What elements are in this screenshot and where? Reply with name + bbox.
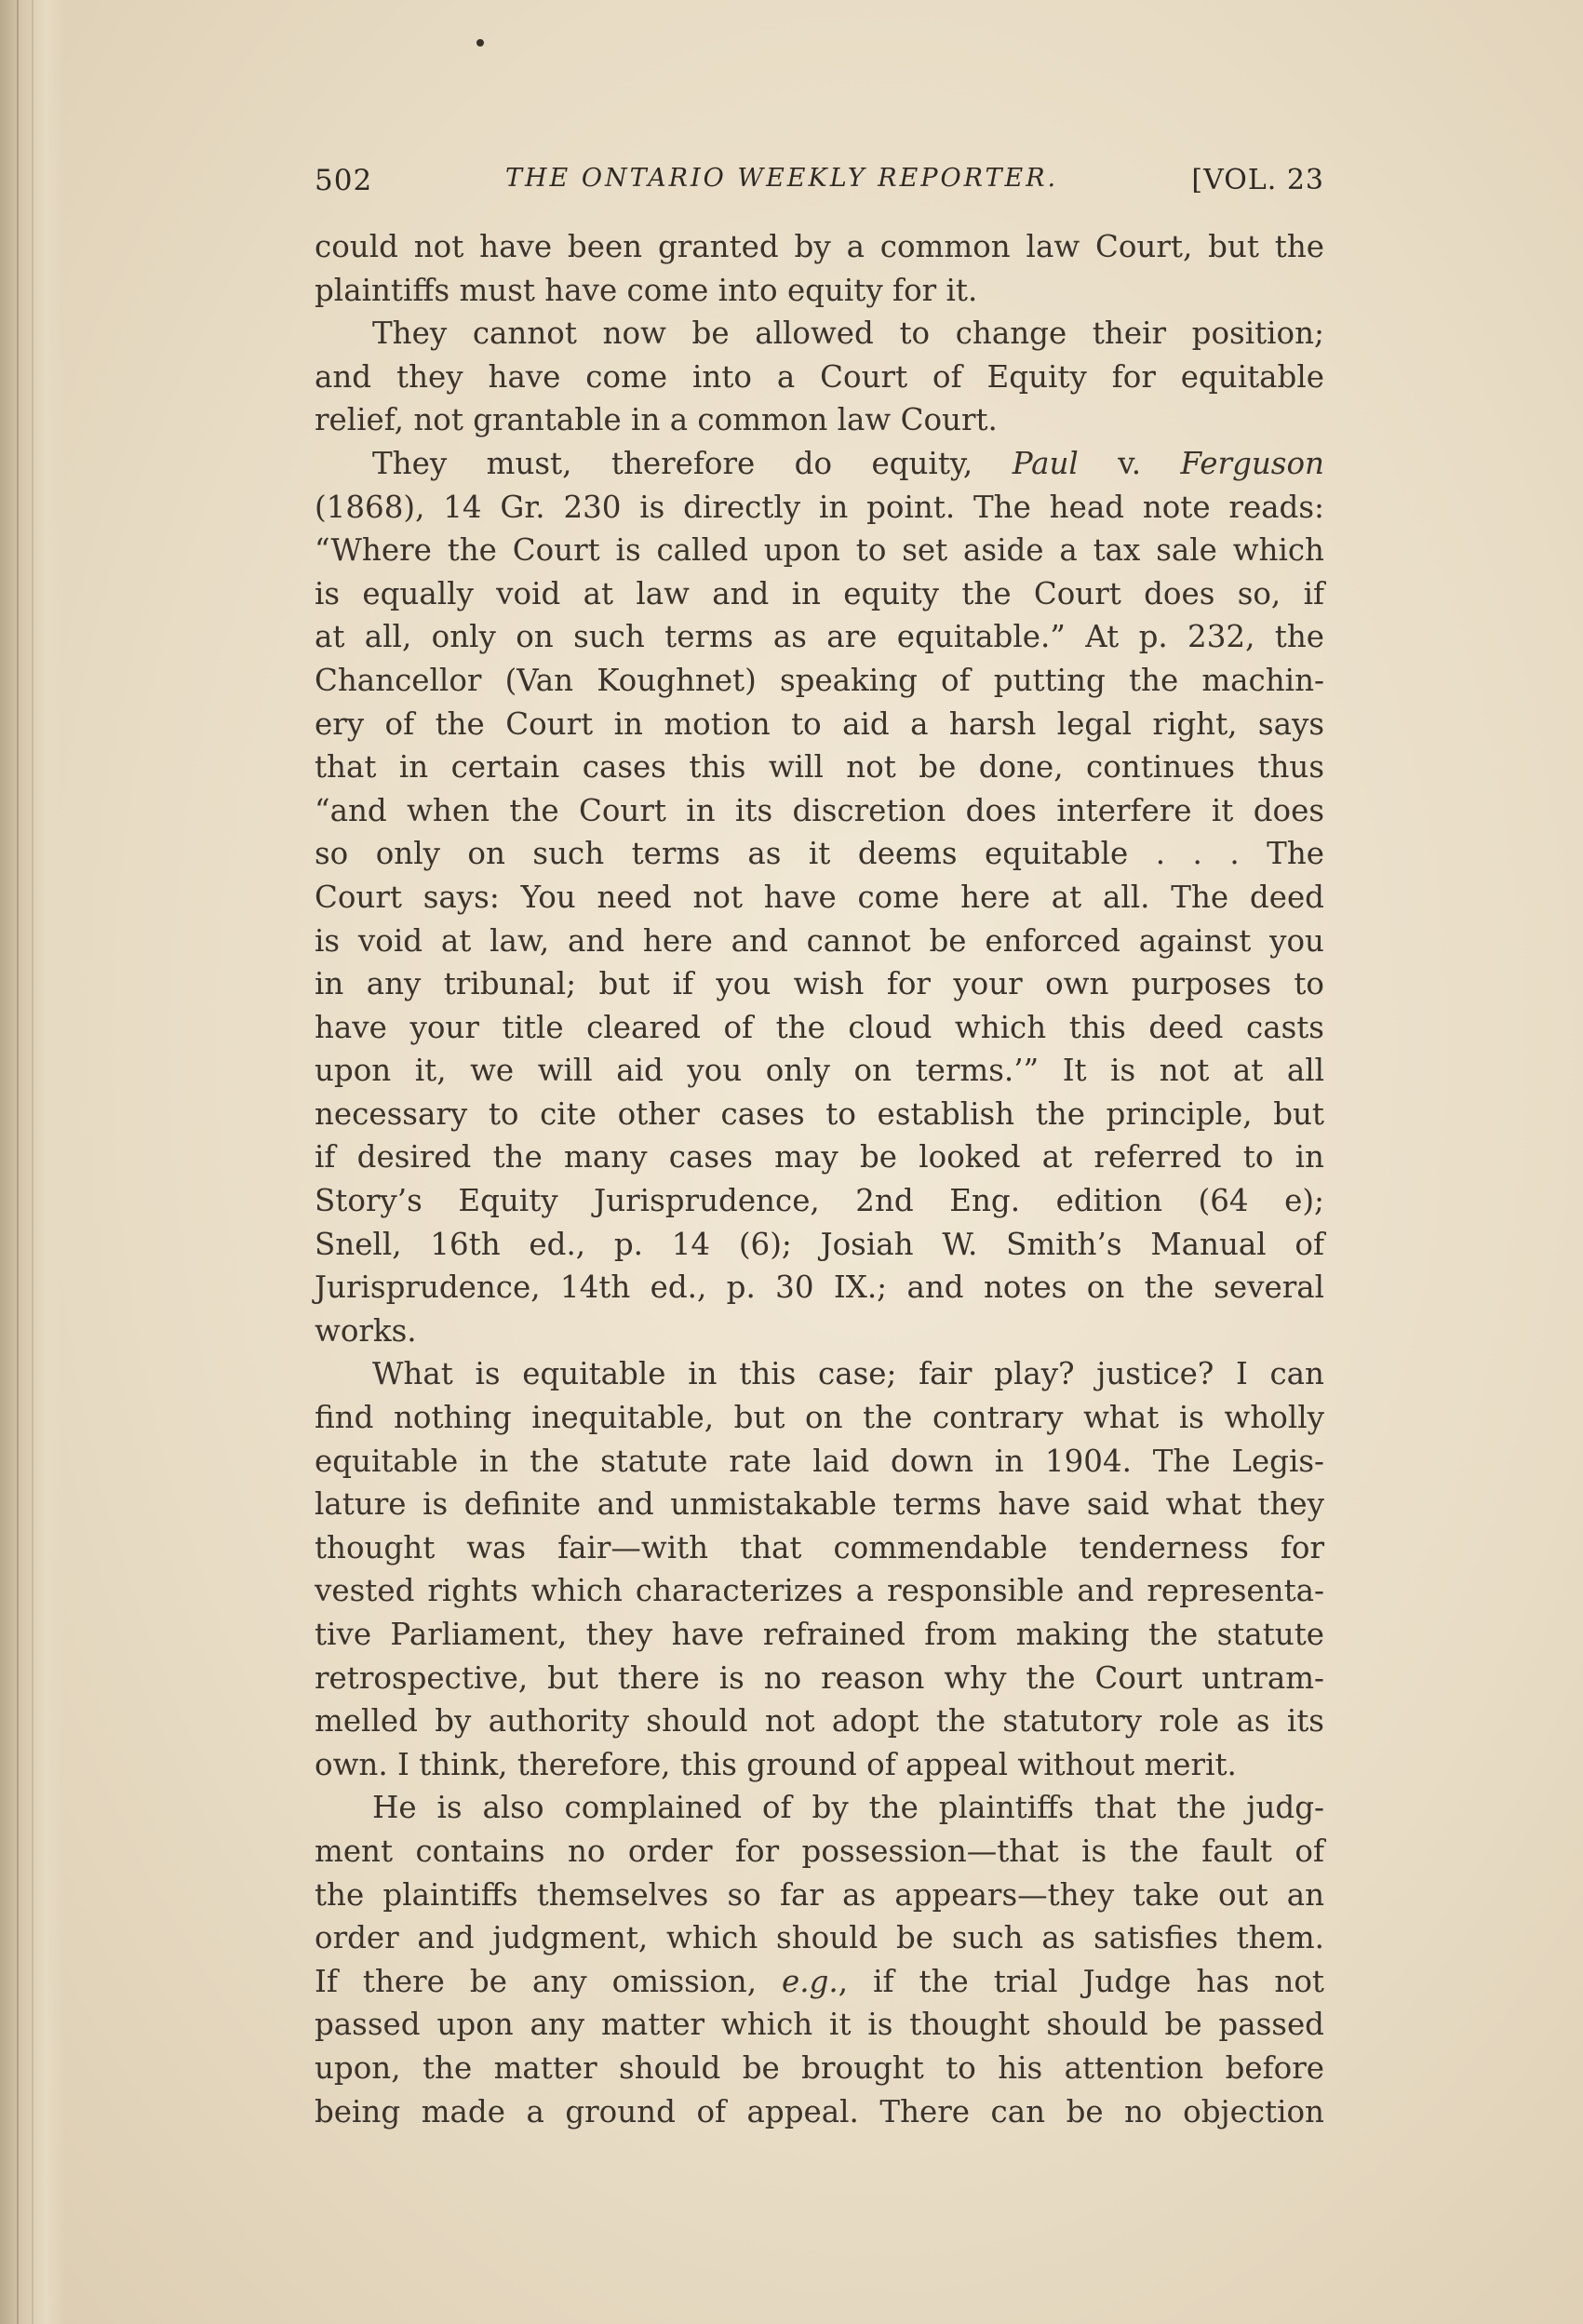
text-line: tive Parliament, they have refrained from making the statute bbox=[315, 1617, 1324, 1652]
text-line: retrospective, but there is no reason why the Court untram- bbox=[315, 1659, 1324, 1696]
text-line: being made a ground of appeal. There can be no objection bbox=[315, 2093, 1324, 2129]
abbreviation-italic: e.g. bbox=[782, 1963, 838, 1999]
text-line: (1868), 14 Gr. 230 is directly in point. The head note reads: bbox=[315, 489, 1324, 525]
text-line: lature is definite and unmistakable terms have said what they bbox=[315, 1486, 1324, 1523]
text-line bbox=[315, 1960, 1324, 2004]
text-line: melled by authority should not adopt the statutory role as its bbox=[315, 1703, 1324, 1740]
text-line: thought was fair—with that commendable tenderness for bbox=[315, 1529, 1324, 1565]
page-number: 502 bbox=[315, 164, 373, 197]
text-line: that in certain cases this will not be done, continues thus bbox=[315, 749, 1324, 786]
text-line: own. I think, therefore, this ground of appeal without merit. bbox=[315, 1746, 1237, 1782]
text-line: is void at law, and here and cannot be enforced against you bbox=[315, 922, 1324, 959]
binding-edge-line bbox=[32, 0, 34, 2324]
text-line: necessary to cite other cases to establish the principle, but bbox=[315, 1095, 1324, 1132]
text-line: upon it, we will aid you only on terms.’” It is not at all bbox=[315, 1053, 1324, 1089]
text-line: the plaintiffs themselves so far as appears—they take out an bbox=[315, 1876, 1324, 1913]
text-line: order and judgment, which should be such as satisfies them. bbox=[315, 1920, 1324, 1956]
text-line: ery of the Court in motion to aid a harsh legal right, says bbox=[315, 705, 1324, 742]
text-line: Snell, 16th ed., p. 14 (6); Josiah W. Smith’s Manual of bbox=[315, 1226, 1324, 1262]
text-line: upon, the matter should be brought to his attention before bbox=[315, 2049, 1324, 2086]
case-name-italic: Ferguson bbox=[1180, 445, 1324, 481]
binding-edge-line bbox=[17, 0, 19, 2324]
case-name-italic: Paul bbox=[1012, 445, 1079, 481]
text-line: They cannot now be allowed to change their position; bbox=[372, 316, 1324, 352]
text-line: if desired the many cases may be looked at referred to in bbox=[315, 1139, 1324, 1175]
running-header bbox=[315, 156, 1324, 203]
text-line: could not have been granted by a common law Court, but the bbox=[315, 229, 1324, 264]
text-line: He is also complained of by the plaintiffs that the judg- bbox=[372, 1790, 1324, 1826]
text-line: and they have come into a Court of Equity for equitable bbox=[315, 358, 1324, 395]
text-line: Court says: You need not have come here at all. The deed bbox=[315, 879, 1324, 915]
volume-label: [VOL. 23 bbox=[1191, 164, 1324, 196]
text-line: Chancellor (Van Koughnet) speaking of putting the machin- bbox=[315, 662, 1324, 698]
text-line: have your title cleared of the cloud which this deed casts bbox=[315, 1009, 1324, 1045]
text-line: find nothing inequitable, but on the contrary what is wholly bbox=[315, 1400, 1324, 1436]
text-segment: If there be any omission, bbox=[315, 1963, 783, 1999]
text-segment: v. bbox=[1078, 445, 1181, 481]
text-line: is equally void at law and in equity the Court does so, if bbox=[315, 575, 1324, 611]
text-line: at all, only on such terms as are equitable.” At p. 232, the bbox=[315, 619, 1324, 655]
text-line: “and when the Court in its discretion does interfere it does bbox=[315, 792, 1324, 828]
text-line: What is equitable in this case; fair play? justice? I can bbox=[372, 1356, 1324, 1392]
text-line: Jurisprudence, 14th ed., p. 30 IX.; and notes on the several bbox=[315, 1269, 1324, 1306]
text-line: vested rights which characterizes a responsible and representa- bbox=[315, 1573, 1324, 1609]
text-line: works. bbox=[315, 1312, 417, 1349]
text-line: “Where the Court is called upon to set aside a tax sale which bbox=[315, 532, 1324, 569]
body-text bbox=[315, 225, 1324, 2133]
text-line bbox=[315, 442, 1324, 486]
ink-dot-mark bbox=[476, 39, 484, 47]
text-line: so only on such terms as it deems equitable . . . The bbox=[315, 836, 1324, 872]
text-segment: , if the trial Judge has not bbox=[838, 1963, 1324, 1999]
text-line: in any tribunal; but if you wish for your own purposes to bbox=[315, 966, 1324, 1002]
running-title: THE ONTARIO WEEKLY REPORTER. bbox=[505, 164, 1059, 193]
text-line: Story’s Equity Jurisprudence, 2nd Eng. edition (64 e); bbox=[315, 1183, 1324, 1219]
text-line: ment contains no order for possession—that is the fault of bbox=[315, 1833, 1324, 1869]
text-line: plaintiffs must have come into equity for it. bbox=[315, 272, 978, 308]
text-line: passed upon any matter which it is thought should be passed bbox=[315, 2007, 1324, 2043]
text-line: relief, not grantable in a common law Court. bbox=[315, 402, 998, 438]
text-line: equitable in the statute rate laid down in 1904. The Legis- bbox=[315, 1443, 1324, 1479]
text-segment: They must, therefore do equity, bbox=[372, 445, 1013, 481]
